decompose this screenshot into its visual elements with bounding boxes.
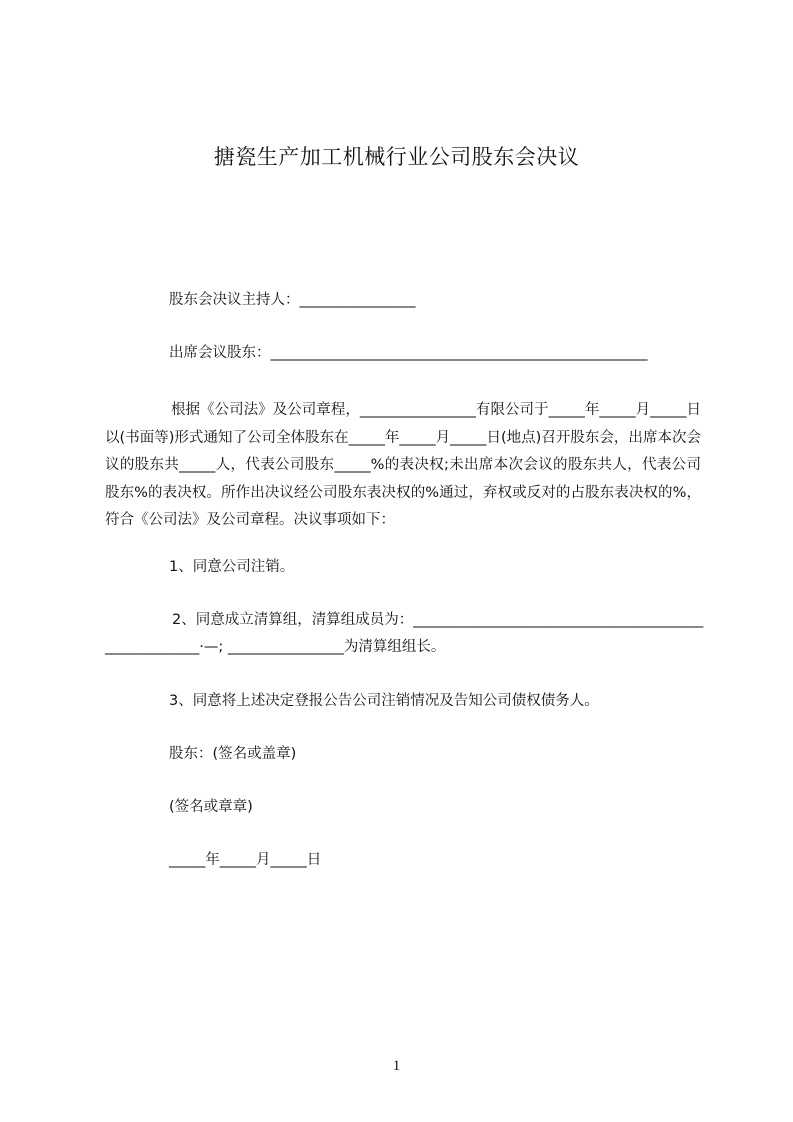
meeting-host-line: 股东会决议主持人：________________: [169, 292, 416, 308]
document-title: 搪瓷生产加工机械行业公司股东会决议: [213, 145, 580, 169]
resolution-item-1: 1、同意公司注销。: [169, 559, 295, 575]
shareholder-signature-line: 股东：(签名或盖章): [169, 746, 297, 762]
attending-shareholders-line: 出席会议股东：____________________________________________________: [169, 345, 648, 361]
resolution-body-paragraph: 根据《公司法》及公司章程，________________有限公司于_____年_____月_____日以(书面等)形式通知了公司全体股东在_____年_____月_____日(地点)召开股东会，出席本次会议的股东共_____人，代表公司股东_____%的表决权;未出席本次会议的股东共人，代表公司股东%的表决权。所作出决议经公司股东表决权的%通过，弃权或反对的占股东表决权的%，符合《公司法》及公司章程。决议事项如下：: [105, 402, 701, 528]
page-number: 1: [392, 1058, 401, 1074]
signature-note: (签名或章章): [169, 799, 253, 815]
resolution-item-3: 3、同意将上述决定登报公告公司注销情况及告知公司债权债务人。: [169, 693, 599, 709]
date-line: _____年_____月_____日: [169, 852, 322, 868]
resolution-item-2-line-1: 2、同意成立清算组，清算组成员为：________________________________________: [172, 612, 704, 628]
resolution-item-2-line-2: _____________·—; ________________为清算组组长。: [105, 639, 446, 655]
